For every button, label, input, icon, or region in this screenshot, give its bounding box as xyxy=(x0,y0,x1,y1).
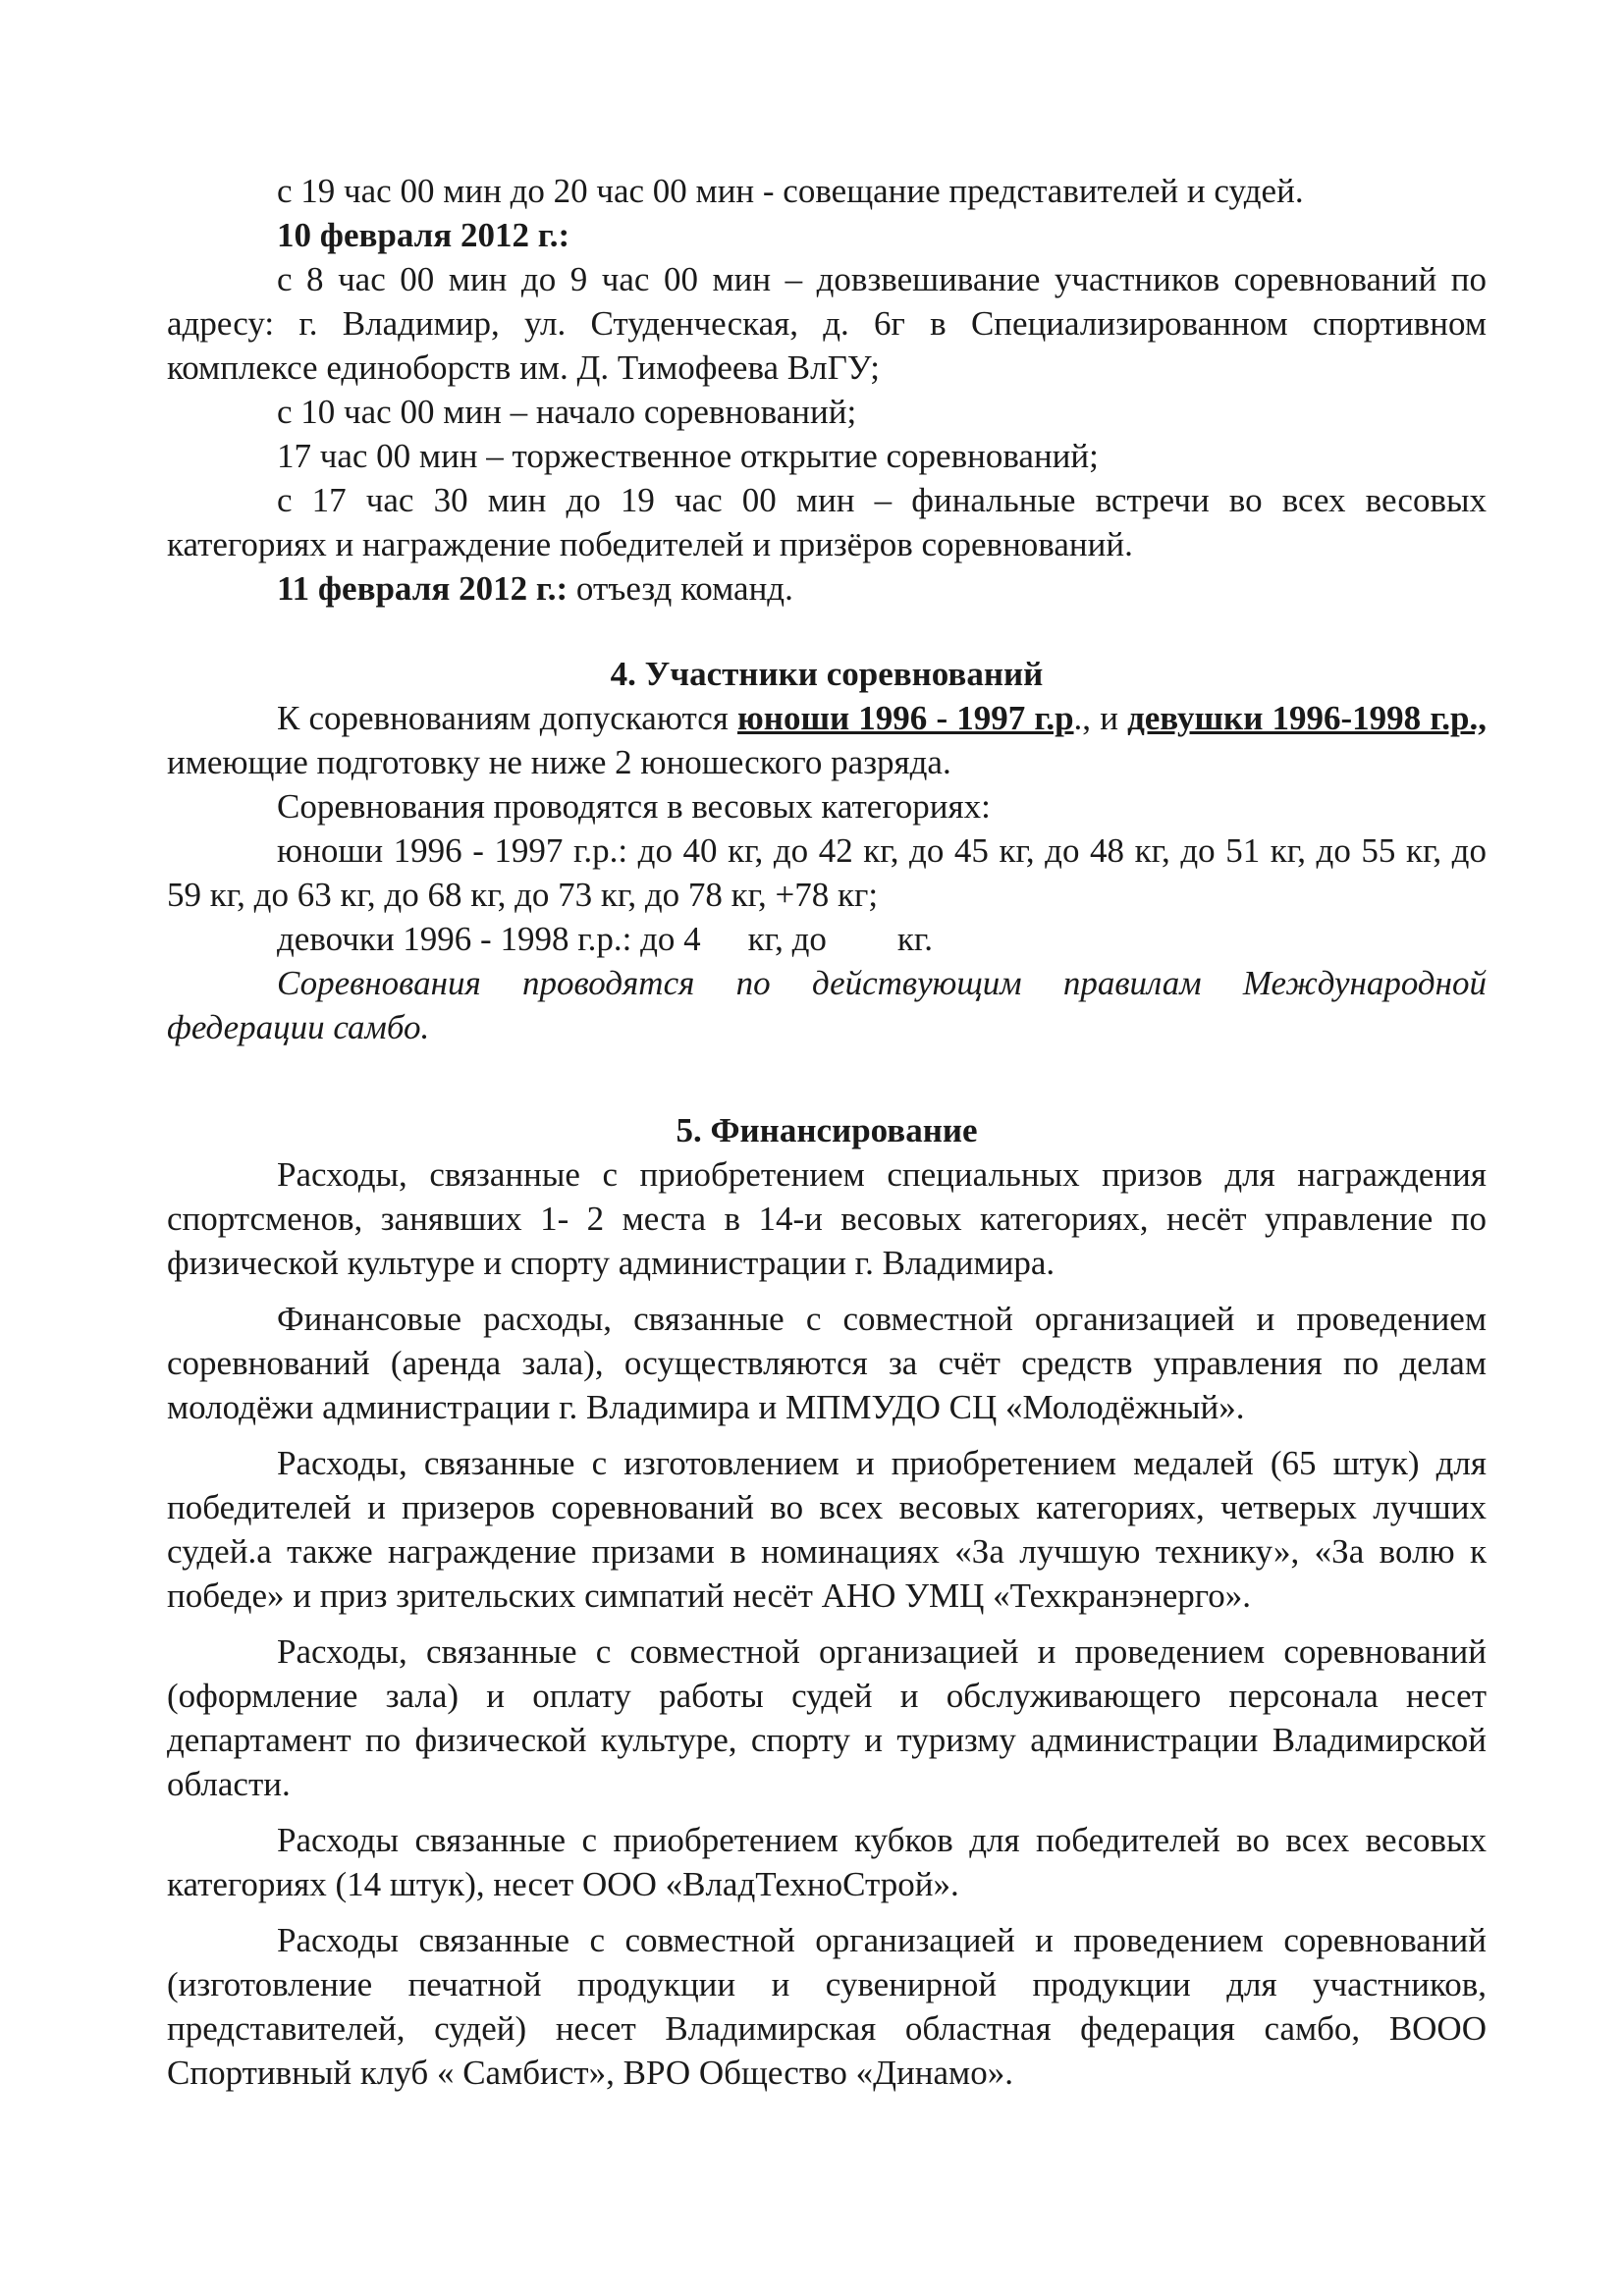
financing-paragraph-4: Расходы, связанные с совместной организацией и проведением соревнований (оформление зала) и оплату работы судей и обслуживающего персонала несет департамент по физической культуре, спорту и туризму администрации Владимирской области. xyxy=(167,1632,1487,1803)
admission-paragraph xyxy=(167,696,1487,784)
financing-paragraph-2: Финансовые расходы, связанные с совместной организацией и проведением соревнований (аренда зала), осуществляются за счёт средств управления по делам молодёжи администрации г. Владимира и МПМУДО СЦ «Молодёжный». xyxy=(167,1300,1487,1426)
rules-note: Соревнования проводятся по действующим правилам Международной федерации самбо. xyxy=(167,964,1487,1046)
financing-paragraph-1: Расходы, связанные с приобретением специальных призов для награждения спортсменов, занявших 1- 2 места в 14-и весовых категориях, несёт управление по физической культуре и спорту администрации г. Владимира. xyxy=(167,1155,1487,1282)
date-feb-11-text: отъезд команд. xyxy=(568,569,793,608)
schedule-item-start: с 10 час 00 мин – начало соревнований; xyxy=(277,393,857,431)
admission-prefix: К соревнованиям допускаются xyxy=(277,699,738,737)
schedule-item-weigh-in: с 8 час 00 мин до 9 час 00 мин – довзвешивание участников соревнований по адресу: г. Владимир, ул. Студенческая, д. 6г в Специализированном спортивном комплексе единоборств им. Д. Тимофеева ВлГУ; xyxy=(167,260,1487,387)
date-feb-10: 10 февраля 2012 г. xyxy=(277,216,559,254)
schedule-date-feb-11 xyxy=(167,566,1487,611)
financing-paragraph-3: Расходы, связанные с изготовлением и приобретением медалей (65 штук) для победителей и призеров соревнований во всех весовых категориях, четверых лучших судей.а также награждение призами в номинациях «За лучшую технику», «За волю к победе» и приз зрительских симпатий несёт АНО УМЦ «Техкранэнерго». xyxy=(167,1444,1487,1615)
admission-boys: юноши 1996 - 1997 г.р xyxy=(737,699,1074,737)
girls-weights-b: кг, до xyxy=(747,920,827,958)
girls-weights-c: кг. xyxy=(896,920,934,958)
admission-girls: девушки 1996-1998 г.р., xyxy=(1127,699,1487,737)
schedule-date-feb-10 xyxy=(167,213,1487,257)
schedule-item-opening: 17 час 00 мин – торжественное открытие соревнований; xyxy=(277,437,1099,475)
schedule-item-finals: с 17 час 30 мин до 19 час 00 мин – финальные встречи во всех весовых категориях и награждение победителей и призёров соревнований. xyxy=(167,481,1487,563)
schedule-line-1: с 19 час 00 мин до 20 час 00 мин - совещание представителей и судей. xyxy=(277,172,1304,210)
date-feb-11: 11 февраля 2012 г.: xyxy=(277,569,568,608)
section-4-heading: 4. Участники соревнований xyxy=(610,655,1044,693)
date-feb-10-colon: : xyxy=(558,216,570,254)
admission-suffix: имеющие подготовку не ниже 2 юношеского разряда. xyxy=(167,743,951,781)
financing-paragraph-5: Расходы связанные с приобретением кубков для победителей во всех весовых категориях (14 штук), несет ООО «ВладТехноСтрой». xyxy=(167,1821,1487,1903)
girls-weights-a: девочки 1996 - 1998 г.р.: до 4 xyxy=(277,920,701,958)
financing-paragraph-6: Расходы связанные с совместной организацией и проведением соревнований (изготовление печатной продукции и сувенирной продукции для участников, представителей, судей) несет Владимирская областная федерация самбо, ВООО Спортивный клуб « Самбист», ВРО Общество «Динамо». xyxy=(167,1921,1487,2092)
girls-weights xyxy=(167,917,1487,961)
boys-weights: юноши 1996 - 1997 г.р.: до 40 кг, до 42 кг, до 45 кг, до 48 кг, до 51 кг, до 55 кг, до 59 кг, до 63 кг, до 68 кг, до 73 кг, до 78 кг, +78 кг; xyxy=(167,831,1487,914)
weights-intro: Соревнования проводятся в весовых категориях: xyxy=(277,787,991,826)
section-5-heading: 5. Финансирование xyxy=(676,1111,978,1149)
admission-mid: ., и xyxy=(1073,699,1128,737)
